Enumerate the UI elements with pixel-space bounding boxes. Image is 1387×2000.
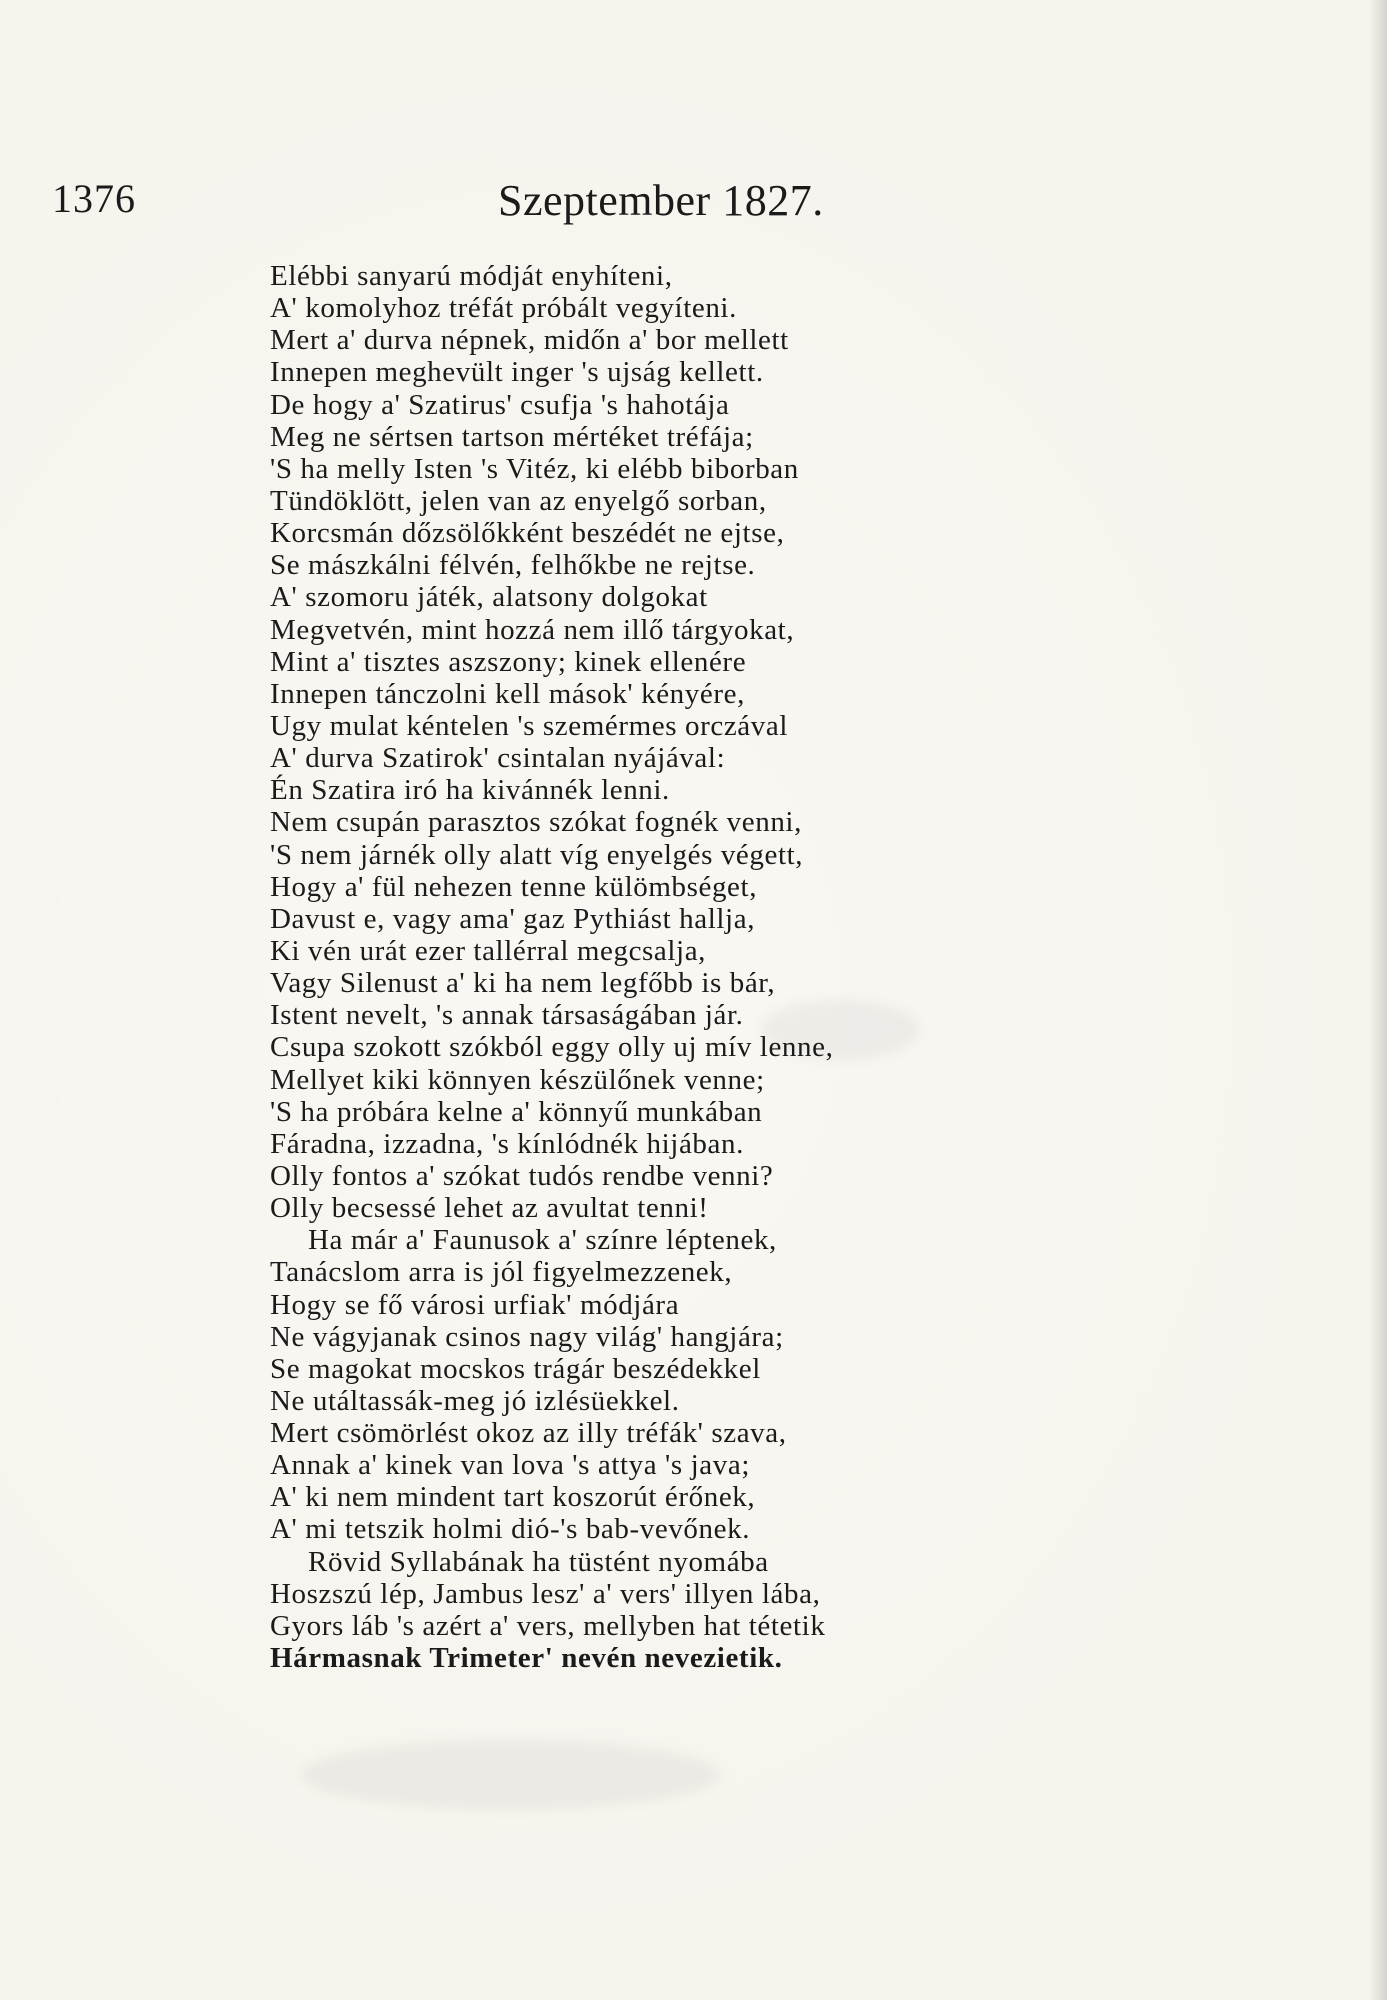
poem-line: Mellyet kiki könnyen készülőnek venne; bbox=[270, 1063, 765, 1096]
poem-line: A' szomoru játék, alatsony dolgokat bbox=[270, 581, 708, 614]
poem-line: Innepen meghevült inger 's ujság kellett. bbox=[270, 356, 764, 389]
poem-line: 'S ha melly Isten 's Vitéz, ki elébb biborban bbox=[270, 452, 799, 485]
poem-line: Tanácslom arra is jól figyelmezzenek, bbox=[270, 1256, 733, 1289]
poem-line: Ki vén urát ezer tallérral megcsalja, bbox=[270, 934, 707, 967]
running-title: Szeptember 1827. bbox=[498, 176, 824, 225]
poem-line: Mert csömörlést okoz az illy tréfák' szava, bbox=[270, 1417, 787, 1450]
poem-line: Megvetvén, mint hozzá nem illő tárgyokat, bbox=[270, 613, 795, 646]
poem-line: Én Szatira iró ha kivánnék lenni. bbox=[270, 774, 670, 807]
poem-line: Ha már a' Faunusok a' színre léptenek, bbox=[308, 1224, 777, 1257]
page-edge-shadow bbox=[1369, 0, 1387, 2000]
poem-line: A' komolyhoz tréfát próbált vegyíteni. bbox=[270, 292, 737, 325]
poem-line: Meg ne sértsen tartson mértéket tréfája; bbox=[270, 420, 754, 453]
poem-line: Mint a' tisztes aszszony; kinek ellenére bbox=[270, 645, 747, 678]
poem-line: Vagy Silenust a' ki ha nem legfőbb is bár, bbox=[270, 967, 776, 1000]
poem-line: A' mi tetszik holmi dió-'s bab-vevőnek. bbox=[270, 1513, 751, 1546]
poem-line: 'S ha próbára kelne a' könnyű munkában bbox=[270, 1095, 763, 1128]
poem-line: Davust e, vagy ama' gaz Pythiást hallja, bbox=[270, 902, 756, 935]
poem-line: Annak a' kinek van lova 's attya 's java; bbox=[270, 1449, 750, 1482]
poem-line: Rövid Syllabának ha tüstént nyomába bbox=[308, 1545, 769, 1578]
poem-line: Fáradna, izzadna, 's kínlódnék hijában. bbox=[270, 1127, 744, 1160]
poem-line: Hogy se fő városi urfiak' módjára bbox=[270, 1288, 680, 1321]
poem-line: Tündöklött, jelen van az enyelgő sorban, bbox=[270, 484, 767, 517]
poem-line: De hogy a' Szatirus' csufja 's hahotája bbox=[270, 388, 730, 421]
page-number: 1376 bbox=[52, 176, 136, 221]
poem-line: Olly fontos a' szókat tudós rendbe venni? bbox=[270, 1159, 774, 1192]
poem-line: Nem csupán parasztos szókat fognék venni, bbox=[270, 806, 802, 839]
poem-line: A' durva Szatirok' csintalan nyájával: bbox=[270, 742, 726, 775]
poem-line: Elébbi sanyarú módját enyhíteni, bbox=[270, 260, 673, 292]
poem-line: 'S nem járnék olly alatt víg enyelgés végett, bbox=[270, 838, 804, 871]
poem-line: Korcsmán dőzsölőkként beszédét ne ejtse, bbox=[270, 517, 785, 550]
poem-line: Hogy a' fül nehezen tenne külömbséget, bbox=[270, 870, 758, 903]
poem-line: Hármasnak Trimeter' nevén nevezietik. bbox=[270, 1642, 783, 1675]
poem-line: Ne vágyjanak csinos nagy világ' hangjára; bbox=[270, 1320, 784, 1353]
poem-text bbox=[270, 260, 1030, 1674]
poem-line: Se magokat mocskos trágár beszédekkel bbox=[270, 1352, 761, 1385]
poem-line: Istent nevelt, 's annak társaságában jár. bbox=[270, 999, 744, 1032]
print-smudge bbox=[300, 1740, 720, 1810]
poem-line: Mert a' durva népnek, midőn a' bor mellett bbox=[270, 324, 789, 357]
poem-line: Ugy mulat kéntelen 's szemérmes orczával bbox=[270, 709, 789, 742]
poem-line: A' ki nem mindent tart koszorút érőnek, bbox=[270, 1481, 756, 1514]
poem-line: Ne utáltassák-meg jó izlésüekkel. bbox=[270, 1384, 680, 1417]
poem-line: Hoszszú lép, Jambus lesz' a' vers' illyen lába, bbox=[270, 1577, 821, 1610]
poem-line: Gyors láb 's azért a' vers, mellyben hat tétetik bbox=[270, 1609, 826, 1642]
poem-line: Innepen tánczolni kell mások' kényére, bbox=[270, 677, 745, 710]
poem-line: Se mászkálni félvén, felhőkbe ne rejtse. bbox=[270, 549, 756, 582]
poem-line: Csupa szokott szókból eggy olly uj mív lenne, bbox=[270, 1031, 834, 1064]
page-header bbox=[52, 175, 1052, 235]
poem-line: Olly becsessé lehet az avultat tenni! bbox=[270, 1192, 709, 1225]
